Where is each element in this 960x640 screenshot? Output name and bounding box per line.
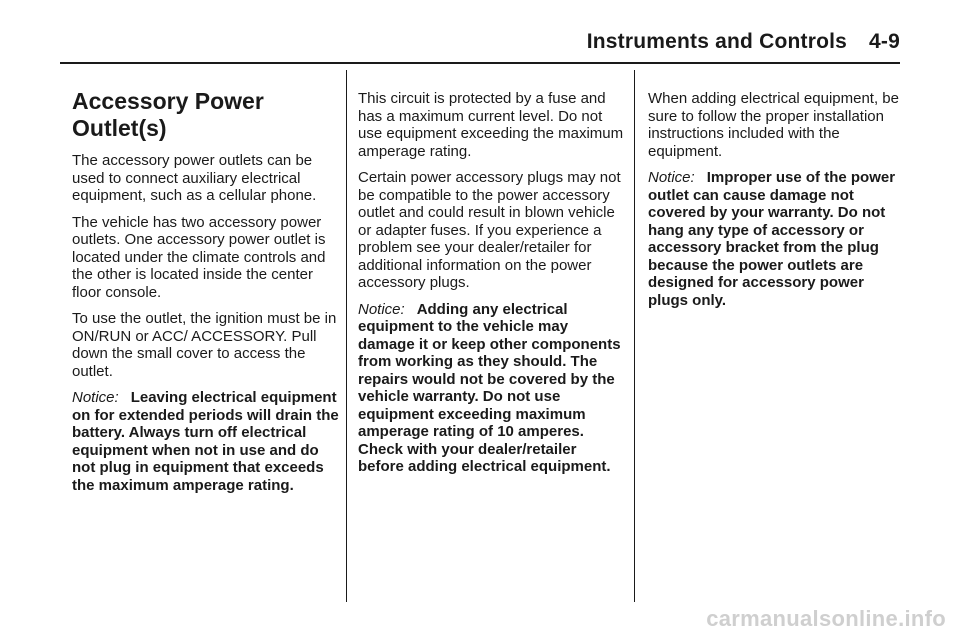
notice-text: Leaving electrical equipment on for extended periods will drain the battery. Always turn off electrical equipment when not in use and do not plug in equipment that exceeds the maximum amperage rating. <box>72 389 339 494</box>
notice-label: Notice: <box>648 169 695 186</box>
watermark: carmanualsonline.info <box>706 606 946 631</box>
column-3 <box>648 90 906 318</box>
header-text <box>587 30 900 54</box>
page-number: 4-9 <box>869 30 900 53</box>
paragraph: When adding electrical equipment, be sure to follow the proper installation instructions included with the equipment. <box>648 90 899 160</box>
column-1 <box>72 88 340 503</box>
notice-label: Notice: <box>72 389 119 406</box>
paragraph: The vehicle has two accessory power outlets. One accessory power outlet is located under the climate controls and the other is located inside the center floor console. <box>72 213 326 301</box>
column-divider-1 <box>346 70 347 602</box>
notice <box>72 389 340 494</box>
column-divider-2 <box>634 70 635 602</box>
paragraph: To use the outlet, the ignition must be in ON/RUN or ACC/ ACCESSORY. Pull down the small cover to access the outlet. <box>72 310 337 380</box>
notice-text: Adding any electrical equipment to the vehicle may damage it or keep other components from working as they should. The repairs would not be covered by the vehicle warranty. Do not use equipment exceeding maximum amperage rating of 10 amperes. Check with your dealer/retailer before adding electrical equipment. <box>358 300 621 475</box>
paragraph: Certain power accessory plugs may not be compatible to the power accessory outlet and could result in blown vehicle or adapter fuses. If you experience a problem see your dealer/retailer for additional information on the power accessory plugs. <box>358 169 621 291</box>
section-heading: Accessory Power Outlet(s) <box>72 88 264 141</box>
column-2 <box>358 90 626 485</box>
section-title: Instruments and Controls <box>586 30 848 53</box>
paragraph: This circuit is protected by a fuse and has a maximum current level. Do not use equipment exceeding the maximum amperage rating. <box>358 90 624 160</box>
paragraph: The accessory power outlets can be used to connect auxiliary electrical equipment, such as a cellular phone. <box>72 152 317 204</box>
page-header <box>60 30 900 64</box>
notice <box>648 169 906 309</box>
notice-text: Improper use of the power outlet can cause damage not covered by your warranty. Do not hang any type of accessory or accessory bracket from the plug because the power outlets are designed for accessory power plugs only. <box>648 169 896 309</box>
notice-label: Notice: <box>358 300 405 318</box>
notice <box>358 301 626 476</box>
